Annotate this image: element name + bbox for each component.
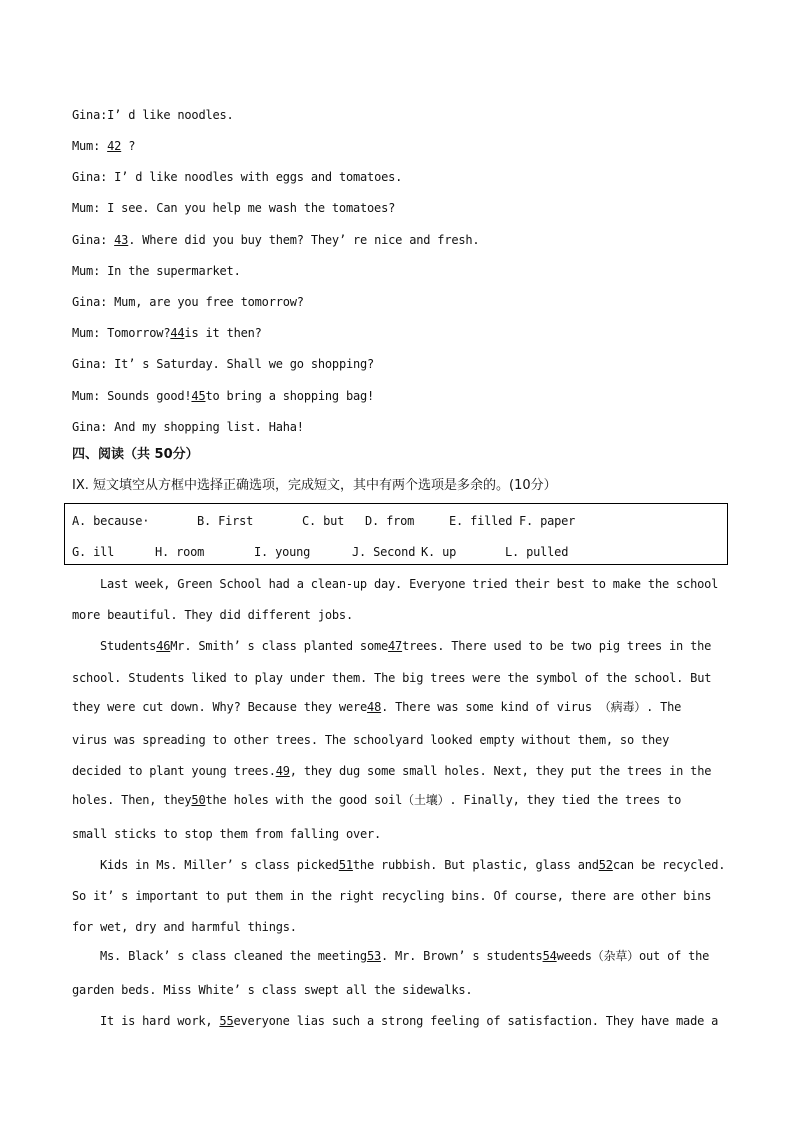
- option-l: L. pulled: [505, 545, 569, 559]
- option-e: E. filled: [449, 514, 513, 528]
- blank-48: 48: [367, 700, 382, 714]
- blank-47: 47: [388, 639, 403, 653]
- instruction: IX. 短文填空从方框中选择正确选项，完成短文，其中有两个选项是多余的。(10分）: [72, 478, 557, 493]
- option-d: D. from: [365, 514, 415, 528]
- blank-44: 44: [170, 326, 185, 340]
- passage-line: they were cut down. Why? Because they were48. There was some kind of virus （病毒）. The: [72, 700, 682, 714]
- blank-43: 43: [114, 233, 129, 247]
- dialogue-line: Mum: Sounds good!45to bring a shopping bag!: [72, 389, 375, 403]
- dialogue-line: Mum: 42 ?: [72, 139, 136, 153]
- passage-line: Ms. Black’ s class cleaned the meeting53. Mr. Brown’ s students54weeds（杂草）out of the: [100, 949, 710, 963]
- option-k: K. up: [421, 545, 457, 559]
- blank-55: 55: [219, 1014, 234, 1028]
- passage-line: It is hard work, 55everyone lias such a strong feeling of satisfaction. They have made a: [100, 1014, 719, 1028]
- passage-line: decided to plant young trees.49, they dug some small holes. Next, they put the trees in the: [72, 764, 712, 778]
- option-c: C. but: [302, 514, 345, 528]
- dialogue-line: Mum: Tomorrow?44is it then?: [72, 326, 262, 340]
- option-b: B. First: [197, 514, 254, 528]
- dialogue-line: Gina: And my shopping list. Haha!: [72, 420, 304, 434]
- blank-50: 50: [191, 793, 206, 807]
- passage-line: garden beds. Miss White’ s class swept all the sidewalks.: [72, 983, 473, 997]
- dialogue-line: Gina: 43. Where did you buy them? They’ re nice and fresh.: [72, 233, 480, 247]
- passage-line: holes. Then, they50the holes with the good soil（土壤）. Finally, they tied the trees to: [72, 793, 682, 807]
- dialogue-line: Gina: I’ d like noodles with eggs and tomatoes.: [72, 170, 403, 184]
- passage-line: small sticks to stop them from falling over.: [72, 827, 382, 841]
- blank-54: 54: [542, 949, 557, 963]
- passage-line: school. Students liked to play under them. The big trees were the symbol of the school. But: [72, 671, 712, 685]
- section-title: 四、阅读（共 50分）: [72, 447, 199, 462]
- option-i: I. young: [254, 545, 311, 559]
- dialogue-line: Mum: I see. Can you help me wash the tomatoes?: [72, 201, 396, 215]
- option-a: A. because·: [72, 514, 150, 528]
- passage-line: Kids in Ms. Miller’ s class picked51the rubbish. But plastic, glass and52can be recycled.: [100, 858, 726, 872]
- option-j: J. Second: [352, 545, 416, 559]
- passage-line: for wet, dry and harmful things.: [72, 920, 297, 934]
- option-f: F. paper: [519, 514, 576, 528]
- blank-53: 53: [366, 949, 381, 963]
- blank-45: 45: [191, 389, 206, 403]
- option-g: G. ill: [72, 545, 115, 559]
- blank-52: 52: [598, 858, 613, 872]
- dialogue-line: Gina: Mum, are you free tomorrow?: [72, 295, 304, 309]
- passage-line: Students46Mr. Smith’ s class planted some47trees. There used to be two pig trees in the: [100, 639, 712, 653]
- dialogue-line: Mum: In the supermarket.: [72, 264, 241, 278]
- passage-line: Last week, Green School had a clean-up day. Everyone tried their best to make the school: [100, 577, 719, 591]
- blank-42: 42: [107, 139, 122, 153]
- blank-51: 51: [338, 858, 353, 872]
- option-h: H. room: [155, 545, 205, 559]
- passage-line: virus was spreading to other trees. The schoolyard looked empty without them, so they: [72, 733, 670, 747]
- blank-49: 49: [275, 764, 290, 778]
- dialogue-line: Gina:I’ d like noodles.: [72, 108, 234, 122]
- dialogue-line: Gina: It’ s Saturday. Shall we go shopping?: [72, 357, 375, 371]
- blank-46: 46: [156, 639, 171, 653]
- passage-line: more beautiful. They did different jobs.: [72, 608, 353, 622]
- passage-line: So it’ s important to put them in the right recycling bins. Of course, there are other bins: [72, 889, 712, 903]
